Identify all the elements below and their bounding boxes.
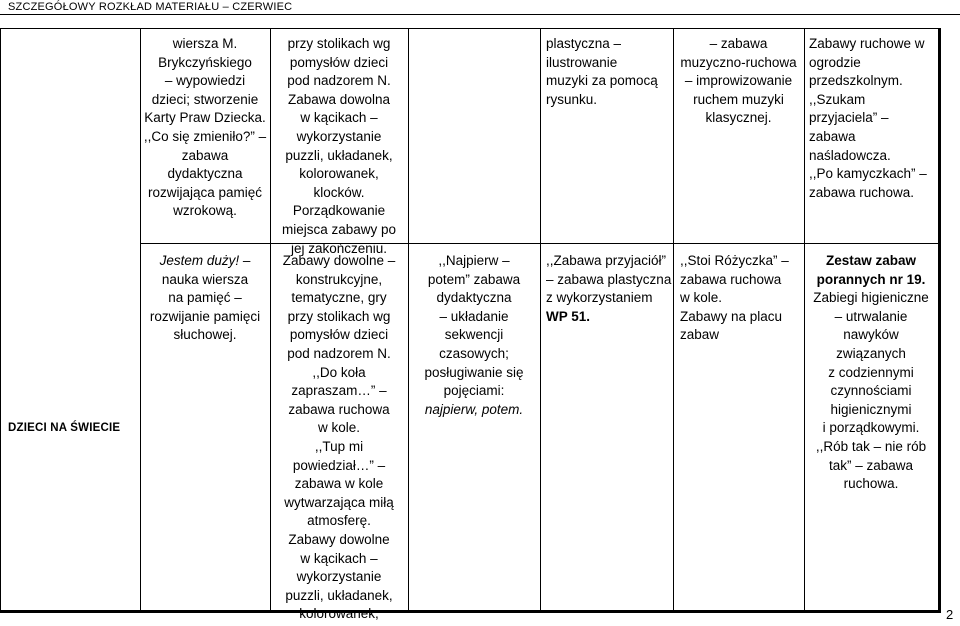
text-line: – improwizowanie [684, 73, 793, 89]
text-line: muzyki za pomocą [546, 73, 658, 89]
text-line: porannych nr 19. [816, 271, 926, 287]
text-line: przyjaciela” – [809, 110, 889, 126]
text-line: pomysłów dzieci [289, 54, 389, 70]
text-line: w kole. [317, 420, 361, 436]
text-line: z codziennymi [828, 364, 914, 380]
text-line: przedszkolnym. [809, 73, 903, 89]
text-line: WP 51. [546, 308, 591, 324]
text-line: zabawa [809, 128, 856, 144]
activity-title: Jestem duży! [159, 253, 240, 268]
col2-top-cell [140, 35, 270, 221]
text-line: Zabawy ruchowe w [809, 36, 925, 51]
col6-top-cell [673, 35, 804, 128]
col6-bottom-cell [680, 252, 804, 345]
text-line: z wykorzystaniem [546, 290, 653, 306]
text-line: w kącikach – [300, 110, 378, 126]
text-line: na pamięć – [168, 290, 242, 306]
text-line: rysunku. [546, 91, 598, 107]
column-divider-4 [540, 29, 541, 610]
text-line: ilustrowanie [546, 54, 618, 70]
text-line: Zabawy dowolne [288, 531, 390, 547]
text-line: pomysłów dzieci [289, 327, 389, 343]
text-line: związanych [836, 345, 906, 361]
text-line: wiersza M. [172, 36, 238, 51]
text-line: dydaktyczna [167, 166, 243, 182]
text-line: pod nadzorem N. [287, 345, 391, 361]
text-line: Karty Praw Dziecka. [144, 110, 266, 126]
text-line [140, 252, 270, 271]
text-line: – zabawa plastyczna [546, 271, 672, 287]
text-line: Zestaw zabaw [825, 253, 917, 268]
text-line: puzzli, układanek, [285, 147, 393, 163]
text-line: Brykczyńskiego [158, 54, 252, 70]
text-line: Zabawy dowolne – [282, 253, 396, 268]
text-line: jej zakończeniu. [290, 240, 388, 256]
text-line: miejsca zabawy po [281, 221, 397, 237]
text-line: zapraszam…” – [291, 383, 387, 399]
text-line: w kole. [680, 290, 723, 306]
text-line: ruchowa. [843, 476, 899, 492]
text-line: ,,Po kamyczkach” – [809, 166, 927, 182]
text-line: sekwencji [444, 327, 504, 343]
text-line: kolorowanek, [299, 166, 379, 182]
text-line: zabaw [680, 327, 720, 343]
text-line: czasowych; [439, 345, 509, 361]
text-line: klocków. [313, 184, 365, 200]
text-line: muzyczno-ruchowa [680, 54, 797, 70]
text-line: ogrodzie [809, 54, 861, 70]
text-line: zabawa ruchowa. [809, 184, 915, 200]
text-line: nauka wiersza [161, 271, 249, 287]
col3-bottom-cell [270, 252, 408, 624]
col5-top-cell [546, 35, 672, 109]
text-line: posługiwanie się [424, 364, 524, 380]
text-line: ,,Zabawa przyjaciół” [546, 253, 667, 268]
text-line: powiedział…” – [292, 457, 386, 473]
text-line: wytwarzająca miłą [284, 494, 394, 510]
text-line: klasycznej. [705, 110, 772, 126]
text-line: rozwijanie pamięci [149, 308, 261, 324]
text-line: puzzli, układanek, [285, 587, 393, 603]
text-line: atmosferę. [307, 513, 371, 529]
text-line: konstrukcyjne, [295, 271, 383, 287]
text-line: potem” zabawa [427, 271, 521, 287]
text-line: przy stolikach wg [287, 36, 391, 51]
text-line: – układanie [439, 308, 509, 324]
document-header-title: SZCZEGÓŁOWY ROZKŁAD MATERIAŁU – CZERWIEC [8, 1, 293, 13]
page-number: 2 [946, 607, 954, 622]
text-line: – utrwalanie [834, 308, 908, 324]
text-line: ,,Co się zmieniło?” – [143, 128, 267, 144]
section-label: DZIECI NA ŚWIECIE [8, 422, 121, 434]
col7-top-cell [809, 35, 939, 202]
text-line: ruchem muzyki [693, 91, 784, 107]
text-line: Zabiegi higieniczne [813, 290, 929, 306]
col4-bottom-cell [408, 252, 540, 419]
text-line: ,,Szukam [809, 91, 866, 107]
text-line: nawyków [843, 327, 899, 343]
text-line: ,,Rób tak – nie rób [815, 438, 927, 454]
text-line: w kącikach – [300, 550, 378, 566]
text-line: tematyczne, gry [291, 290, 387, 306]
text-line: i porządkowymi. [822, 420, 920, 436]
text-line: dzieci; stworzenie [151, 91, 259, 107]
text-line: Zabawy na placu [680, 308, 783, 324]
text-line: ,,Do koła [312, 364, 366, 380]
text-line: tak” – zabawa [828, 457, 914, 473]
text-line: dydaktyczna [436, 290, 512, 306]
dash-suffix: – [239, 253, 251, 268]
text-line: wykorzystanie [296, 128, 382, 144]
col2-bottom-cell [140, 252, 270, 345]
text-line: ,,Stoi Różyczka” – [680, 253, 789, 268]
text-line: przy stolikach wg [287, 308, 391, 324]
text-line: – wypowiedzi [164, 73, 246, 89]
col7-bottom-cell [804, 252, 938, 494]
text-line: czynnościami [830, 383, 912, 399]
text-line: zabawa ruchowa [680, 271, 782, 287]
text-line: kolorowanek, [299, 606, 379, 622]
text-line: pod nadzorem N. [287, 73, 391, 89]
text-line: Porządkowanie [292, 203, 386, 219]
text-line: słuchowej. [173, 327, 237, 343]
text-line: zabawa w kole [294, 476, 384, 492]
text-line: wzrokową. [173, 203, 237, 219]
text-line: zabawa [181, 147, 229, 163]
text-line: pojęciami: [443, 383, 505, 399]
text-line: ,,Tup mi [314, 438, 364, 454]
text-line: rozwijająca pamięć [147, 184, 263, 200]
text-line: wykorzystanie [296, 569, 382, 585]
text-line: Zabawa dowolna [287, 91, 391, 107]
text-line: naśladowcza. [809, 147, 891, 163]
text-line: ,,Najpierw – [438, 253, 510, 268]
text-line: najpierw, potem. [424, 401, 524, 417]
col5-bottom-cell [546, 252, 672, 326]
text-line: zabawa ruchowa [288, 401, 390, 417]
text-line: plastyczna – [546, 36, 622, 51]
text-line: higienicznymi [830, 401, 912, 417]
header-divider [0, 14, 960, 15]
col3-top-cell [270, 35, 408, 258]
row-divider [140, 243, 938, 244]
text-line: – zabawa [709, 36, 768, 51]
